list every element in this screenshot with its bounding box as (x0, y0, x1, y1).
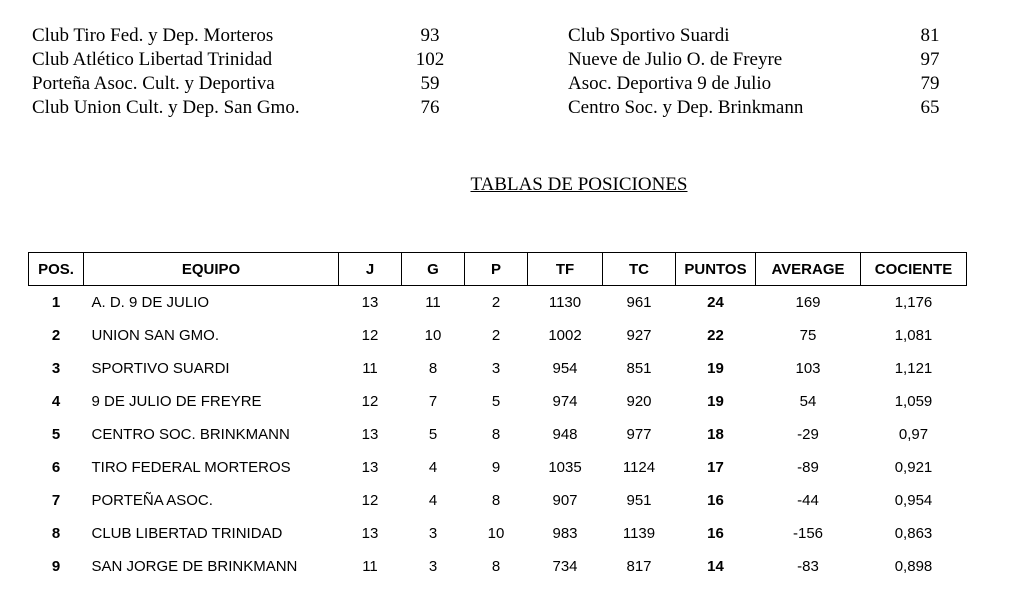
cell-g: 3 (428, 558, 438, 575)
column-header-p: P (465, 253, 528, 286)
cell-puntos: 19 (707, 393, 724, 410)
cell-j: 11 (362, 558, 378, 575)
cell-average: 75 (799, 327, 817, 344)
away-team-score: 79 (920, 73, 940, 94)
cell-cociente: 1,081 (894, 327, 933, 344)
away-team-score: 65 (920, 97, 940, 118)
cell-p: 9 (491, 459, 501, 476)
cell-g: 5 (428, 426, 438, 443)
cell-pos: 8 (51, 525, 61, 542)
table-row (29, 517, 967, 550)
cell-average: 103 (795, 360, 821, 377)
cell-j: 12 (361, 492, 379, 509)
column-header-tf: TF (528, 253, 603, 286)
cell-puntos: 19 (707, 360, 724, 377)
cell-g: 11 (425, 294, 441, 311)
cell-average: -89 (797, 459, 819, 476)
cell-cociente: 1,059 (894, 393, 933, 410)
cell-p: 8 (491, 426, 501, 443)
cell-tc: 927 (626, 327, 652, 344)
cell-g: 3 (428, 525, 438, 542)
away-team-score: 81 (920, 25, 940, 46)
standings-table (28, 252, 967, 583)
match-results (0, 24, 1024, 120)
cell-team: PORTEÑA ASOC. (91, 492, 213, 509)
table-row (29, 484, 967, 517)
cell-p: 3 (491, 360, 501, 377)
cell-tc: 977 (626, 426, 652, 443)
cell-puntos: 14 (707, 558, 724, 575)
cell-average: -29 (797, 426, 819, 443)
cell-puntos: 16 (707, 525, 724, 542)
cell-tc: 817 (626, 558, 652, 575)
cell-cociente: 0,954 (894, 492, 933, 509)
cell-tf: 1002 (548, 327, 582, 344)
column-header-equipo: EQUIPO (84, 253, 339, 286)
cell-tc: 1124 (622, 459, 656, 476)
home-team-score: 76 (420, 97, 440, 118)
cell-puntos: 18 (707, 426, 724, 443)
column-header-tc: TC (603, 253, 676, 286)
cell-cociente: 1,176 (894, 294, 933, 311)
cell-average: 169 (795, 294, 821, 311)
cell-g: 7 (428, 393, 438, 410)
cell-tf: 1035 (548, 459, 582, 476)
cell-pos: 7 (51, 492, 61, 509)
table-header-row (29, 253, 967, 286)
cell-j: 12 (361, 327, 379, 344)
cell-team: CLUB LIBERTAD TRINIDAD (91, 525, 283, 542)
match-result-row (0, 72, 1024, 96)
standings-title: TABLAS DE POSICIONES (470, 174, 688, 195)
column-header-pos: POS. (29, 253, 84, 286)
cell-cociente: 0,921 (894, 459, 933, 476)
cell-j: 13 (361, 426, 379, 443)
cell-tc: 920 (626, 393, 652, 410)
cell-j: 13 (361, 525, 379, 542)
column-header-cociente: COCIENTE (861, 253, 967, 286)
cell-pos: 6 (51, 459, 61, 476)
cell-p: 5 (491, 393, 501, 410)
cell-p: 10 (487, 525, 505, 542)
cell-average: -83 (797, 558, 819, 575)
cell-puntos: 17 (707, 459, 724, 476)
table-row (29, 451, 967, 484)
column-header-g: G (402, 253, 465, 286)
cell-j: 13 (361, 294, 379, 311)
match-result-row (0, 24, 1024, 48)
cell-p: 2 (491, 294, 501, 311)
cell-team: SPORTIVO SUARDI (91, 360, 230, 377)
cell-team: UNION SAN GMO. (91, 327, 220, 344)
match-result-row (0, 48, 1024, 72)
cell-g: 4 (428, 492, 438, 509)
column-header-puntos: PUNTOS (676, 253, 756, 286)
cell-tc: 951 (626, 492, 652, 509)
home-team-name: Club Atlético Libertad Trinidad (32, 49, 273, 70)
cell-tf: 983 (552, 525, 578, 542)
away-team-name: Centro Soc. y Dep. Brinkmann (568, 97, 804, 118)
cell-g: 10 (424, 327, 442, 344)
cell-tf: 734 (552, 558, 578, 575)
column-header-average: AVERAGE (756, 253, 861, 286)
table-row (29, 550, 967, 583)
cell-puntos: 24 (707, 294, 724, 311)
home-team-score: 59 (420, 73, 440, 94)
cell-j: 13 (361, 459, 379, 476)
cell-pos: 9 (51, 558, 61, 575)
away-team-name: Club Sportivo Suardi (568, 25, 730, 46)
home-team-name: Porteña Asoc. Cult. y Deportiva (32, 73, 275, 94)
table-row (29, 319, 967, 352)
home-team-score: 102 (415, 49, 445, 70)
cell-team: CENTRO SOC. BRINKMANN (91, 426, 290, 443)
cell-pos: 3 (51, 360, 61, 377)
away-team-name: Nueve de Julio O. de Freyre (568, 49, 783, 70)
table-row (29, 352, 967, 385)
cell-tf: 974 (552, 393, 578, 410)
cell-p: 2 (491, 327, 501, 344)
cell-p: 8 (491, 558, 501, 575)
match-result-row (0, 96, 1024, 120)
cell-puntos: 22 (707, 327, 724, 344)
home-team-score: 93 (420, 25, 440, 46)
cell-team: SAN JORGE DE BRINKMANN (91, 558, 298, 575)
cell-p: 8 (491, 492, 501, 509)
away-team-score: 97 (920, 49, 940, 70)
cell-cociente: 0,97 (898, 426, 929, 443)
cell-pos: 2 (51, 327, 61, 344)
cell-cociente: 0,863 (894, 525, 933, 542)
cell-average: -44 (797, 492, 819, 509)
cell-tc: 851 (626, 360, 652, 377)
away-team-name: Asoc. Deportiva 9 de Julio (568, 73, 772, 94)
table-row (29, 385, 967, 418)
cell-team: A. D. 9 DE JULIO (91, 294, 210, 311)
home-team-name: Club Union Cult. y Dep. San Gmo. (32, 97, 300, 118)
cell-tc: 961 (626, 294, 652, 311)
cell-tf: 907 (552, 492, 578, 509)
cell-j: 12 (361, 393, 379, 410)
cell-g: 4 (428, 459, 438, 476)
cell-pos: 5 (51, 426, 61, 443)
cell-average: -156 (792, 525, 824, 542)
cell-tc: 1139 (622, 525, 656, 542)
cell-tf: 954 (552, 360, 578, 377)
cell-cociente: 1,121 (894, 360, 933, 377)
table-row (29, 286, 967, 320)
cell-tf: 1130 (548, 294, 582, 311)
cell-team: 9 DE JULIO DE FREYRE (91, 393, 262, 410)
table-row (29, 418, 967, 451)
cell-average: 54 (799, 393, 817, 410)
cell-pos: 4 (51, 393, 61, 410)
cell-tf: 948 (552, 426, 578, 443)
home-team-name: Club Tiro Fed. y Dep. Morteros (32, 25, 274, 46)
cell-g: 8 (428, 360, 438, 377)
cell-team: TIRO FEDERAL MORTEROS (91, 459, 291, 476)
cell-cociente: 0,898 (894, 558, 933, 575)
cell-puntos: 16 (707, 492, 724, 509)
column-header-j: J (339, 253, 402, 286)
cell-pos: 1 (51, 294, 61, 311)
cell-j: 11 (362, 360, 378, 377)
